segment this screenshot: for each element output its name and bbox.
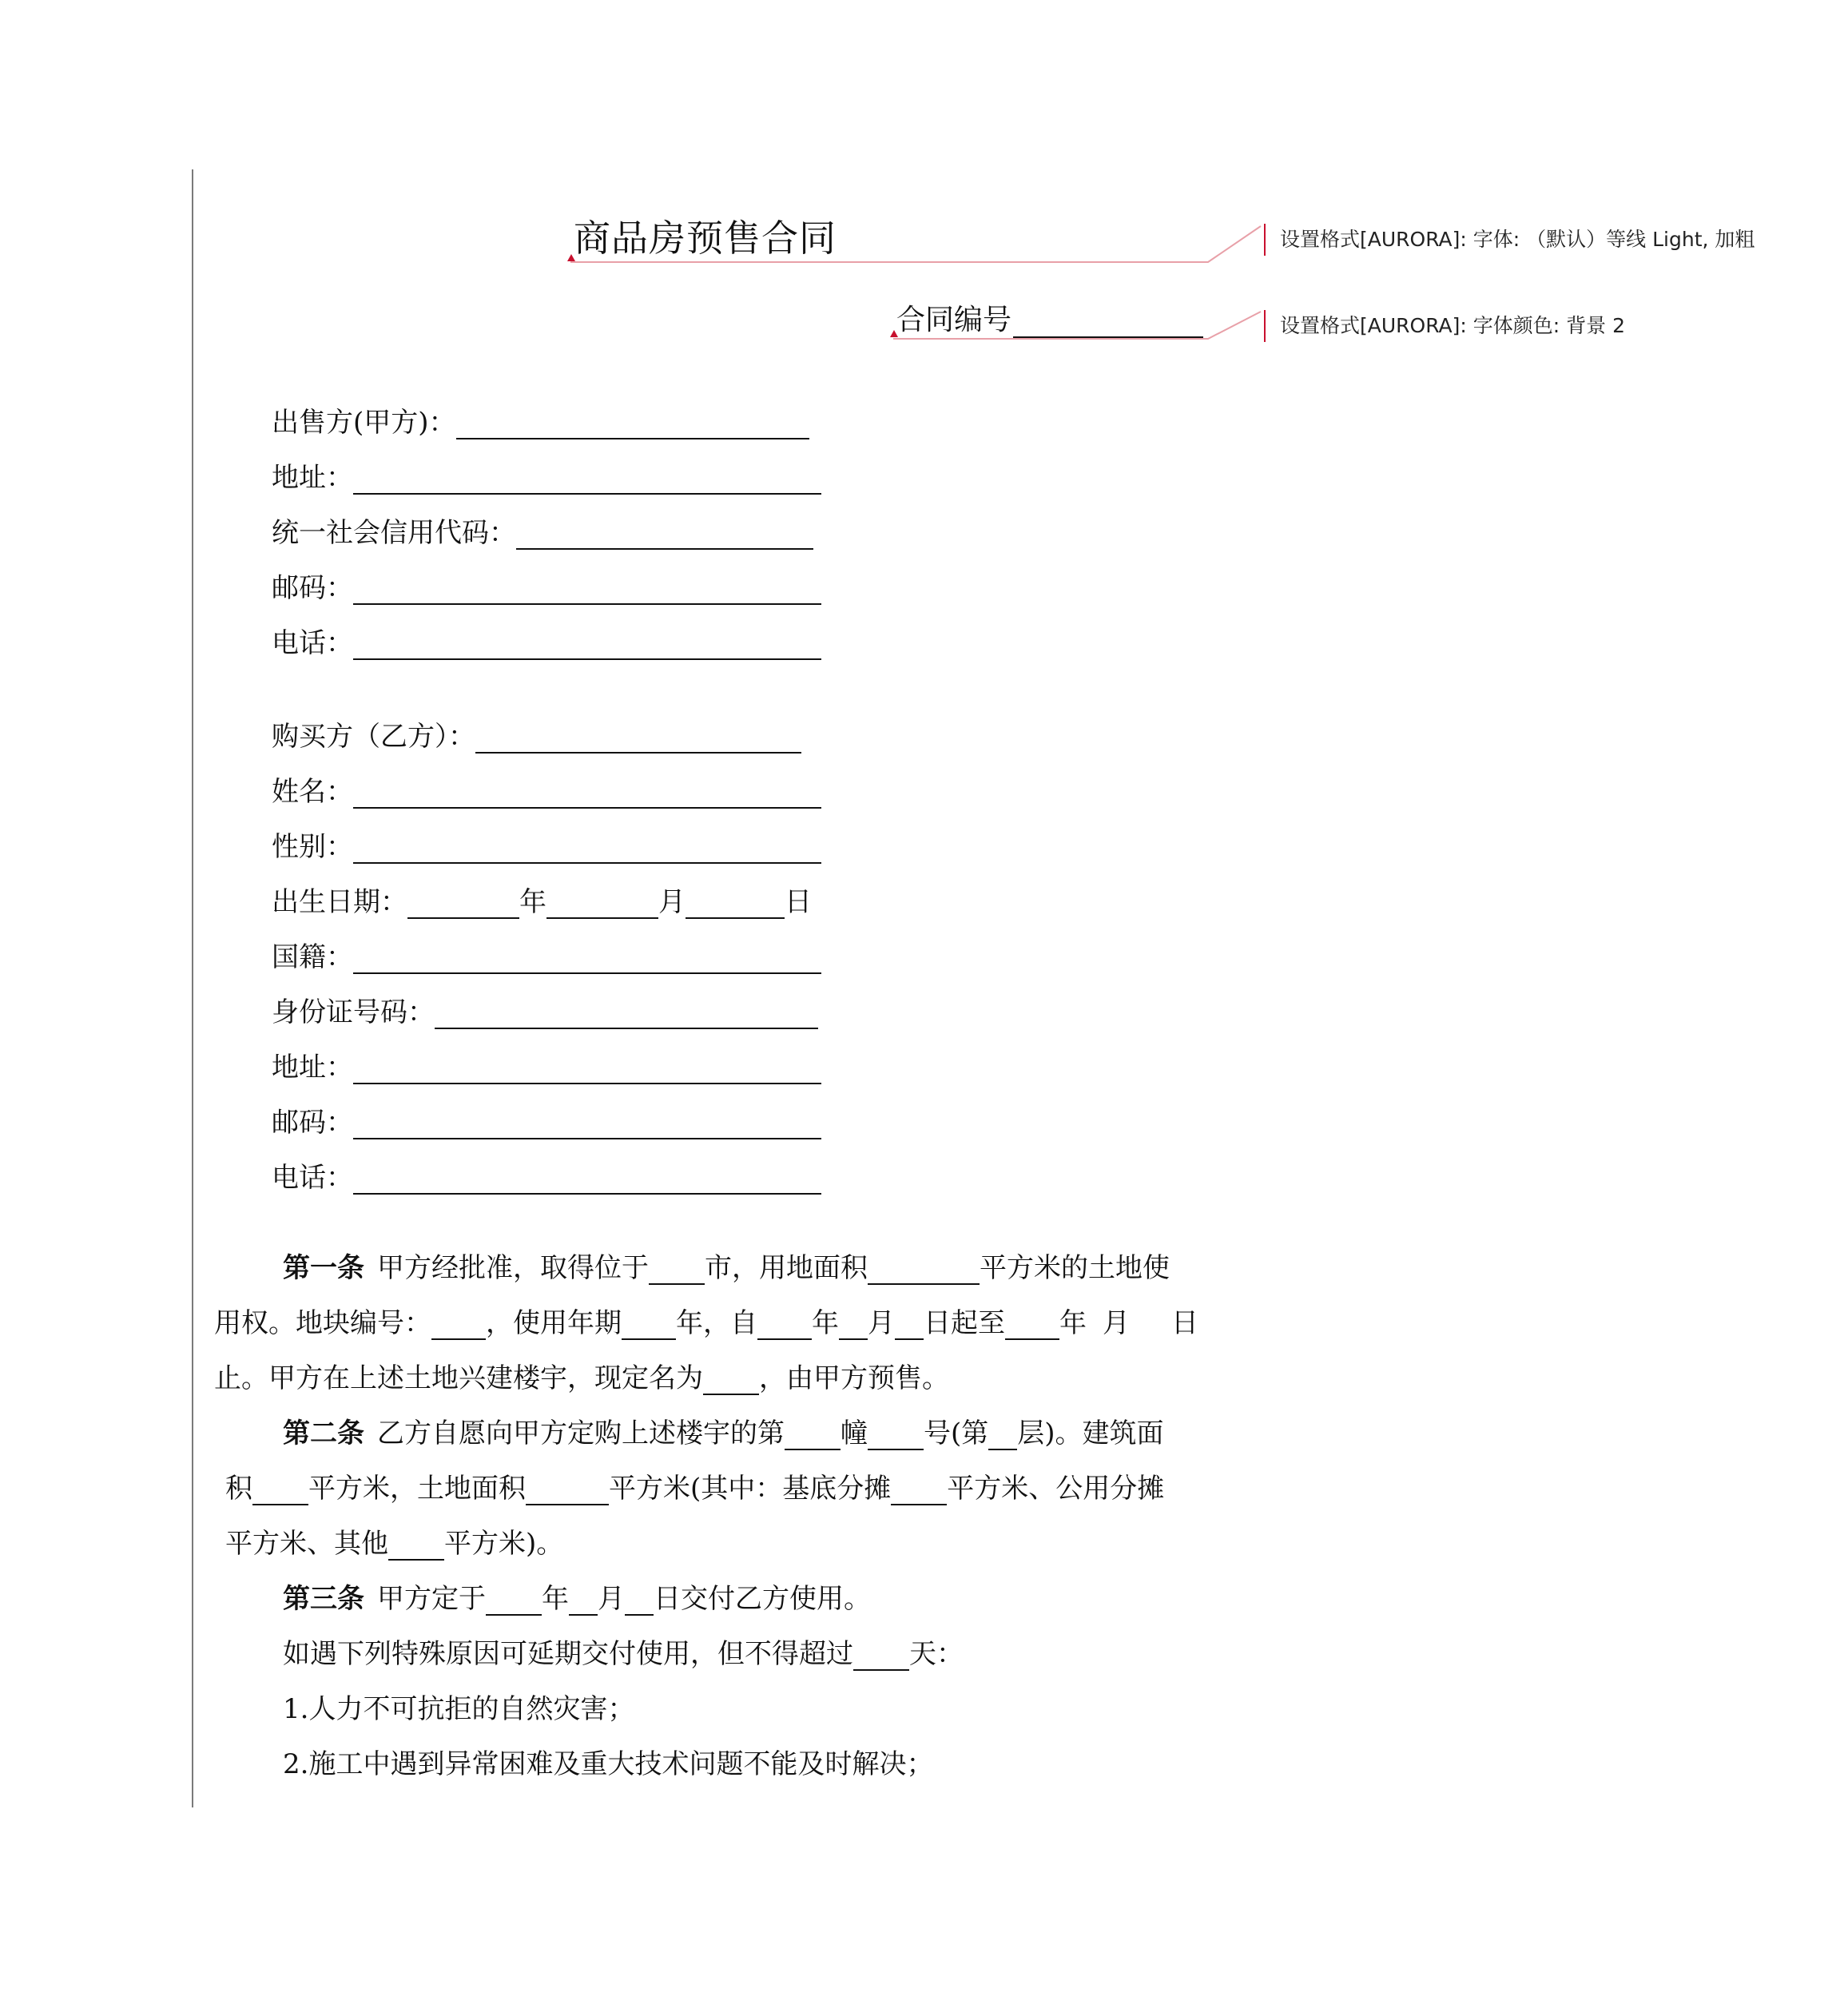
article-1-text: 日 — [1171, 1307, 1198, 1339]
article-2-blank-floor[interactable] — [988, 1425, 1017, 1450]
article-3-text: 甲方定于 — [377, 1583, 486, 1615]
article-2-text: 积 — [225, 1473, 252, 1505]
buyer-nationality-blank[interactable] — [353, 944, 821, 974]
buyer-address-row — [272, 1044, 821, 1084]
buyer-id-blank[interactable] — [435, 999, 818, 1029]
buyer-gender-row — [272, 824, 821, 864]
buyer-phone-label: 电话： — [272, 1162, 353, 1194]
article-1-text: 甲方经批准，取得位于 — [377, 1252, 649, 1284]
buyer-row — [272, 714, 801, 754]
seller-credit-code-blank[interactable] — [516, 519, 813, 550]
comment-anchor-contract-no[interactable] — [890, 330, 898, 337]
seller-phone-row — [272, 620, 821, 660]
article-1-line-2 — [214, 1300, 1198, 1340]
seller-postcode-blank[interactable] — [353, 575, 821, 605]
seller-blank[interactable] — [456, 409, 809, 439]
buyer-name-label: 姓名： — [272, 776, 353, 808]
article-1-text: 年 — [812, 1307, 839, 1339]
birth-day-blank[interactable] — [686, 889, 785, 919]
article-2-text: 层)。建筑面 — [1017, 1418, 1164, 1449]
article-3-heading: 第三条 — [283, 1583, 364, 1615]
article-3-text: 年 — [542, 1583, 569, 1615]
buyer-id-label: 身份证号码： — [272, 996, 435, 1028]
article-1-text: 年 — [1059, 1307, 1087, 1339]
buyer-label: 购买方（乙方）： — [272, 721, 475, 753]
seller-address-label: 地址： — [272, 462, 353, 494]
article-1-text: 月 — [868, 1307, 895, 1339]
article-2-text: 号(第 — [924, 1418, 989, 1449]
article-1-blank-city[interactable] — [649, 1259, 705, 1285]
article-2-text: 乙方自愿向甲方定购上述楼宇的第 — [377, 1418, 785, 1449]
buyer-id-row — [272, 989, 818, 1029]
comment-balloon-color[interactable]: 设置格式[AURORA]: 字体颜色: 背景 2 — [1264, 310, 1625, 342]
buyer-gender-label: 性别： — [272, 831, 353, 863]
article-1-text: 日起至 — [924, 1307, 1005, 1339]
seller-postcode-label: 邮码： — [272, 572, 353, 604]
buyer-birth-label: 出生日期： — [272, 886, 407, 918]
comment-anchor-title[interactable] — [567, 254, 575, 261]
seller-address-row — [272, 455, 821, 495]
article-3-line-1 — [283, 1576, 871, 1616]
article-3-line-2 — [283, 1631, 964, 1671]
article-2-text: 平方米、公用分摊 — [947, 1473, 1165, 1505]
article-1-blank-start-month[interactable] — [839, 1314, 868, 1340]
article-1-text: ，使用年期 — [486, 1307, 622, 1339]
article-1-text: 平方米的土地使 — [980, 1252, 1170, 1284]
article-2-text: 平方米(其中：基底分摊 — [609, 1473, 892, 1505]
article-2-text: 平方米、其他 — [225, 1528, 388, 1560]
seller-address-blank[interactable] — [353, 464, 821, 495]
article-1-blank-end-year[interactable] — [1005, 1314, 1059, 1340]
birth-year-label: 年 — [519, 886, 546, 918]
article-2-blank-block[interactable] — [785, 1425, 841, 1450]
contract-number-blank[interactable] — [1013, 308, 1203, 338]
article-3-item-1 — [283, 1686, 634, 1726]
seller-row — [272, 400, 809, 439]
document-title: 商品房预售合同 — [574, 217, 837, 260]
article-3-blank-year[interactable] — [486, 1590, 542, 1616]
article-3-blank-day[interactable] — [625, 1590, 654, 1616]
article-1-blank-plot[interactable] — [431, 1314, 486, 1340]
seller-postcode-row — [272, 565, 821, 605]
article-2-blank-other[interactable] — [388, 1535, 444, 1561]
article-3-item-text: 1.人力不可抗拒的自然灾害； — [283, 1693, 635, 1725]
article-2-blank-base-share[interactable] — [891, 1480, 947, 1505]
article-2-blank-building-area[interactable] — [252, 1480, 308, 1505]
article-1-blank-area[interactable] — [868, 1259, 980, 1285]
buyer-nationality-label: 国籍： — [272, 941, 353, 973]
buyer-name-row — [272, 769, 821, 809]
article-1-text: 用权。地块编号： — [214, 1307, 431, 1339]
birth-month-blank[interactable] — [546, 889, 658, 919]
buyer-postcode-row — [272, 1099, 821, 1139]
article-2-text: 幢 — [841, 1418, 868, 1449]
article-2-line-1 — [283, 1410, 1164, 1450]
article-1-blank-building-name[interactable] — [703, 1370, 759, 1395]
article-2-heading: 第二条 — [283, 1418, 364, 1449]
article-1-text: ，由甲方预售。 — [759, 1362, 949, 1394]
article-2-blank-land-area[interactable] — [526, 1480, 609, 1505]
article-3-blank-days[interactable] — [853, 1645, 909, 1671]
birth-month-label: 月 — [658, 886, 686, 918]
article-3-text: 如遇下列特殊原因可延期交付使用，但不得超过 — [283, 1638, 853, 1670]
article-3-text: 天： — [909, 1638, 964, 1670]
article-2-text: 平方米)。 — [444, 1528, 564, 1560]
article-1-heading: 第一条 — [283, 1252, 364, 1284]
comment-balloon-font[interactable]: 设置格式[AURORA]: 字体: （默认）等线 Light, 加粗 — [1264, 224, 1755, 256]
buyer-postcode-label: 邮码： — [272, 1107, 353, 1139]
birth-year-blank[interactable] — [407, 889, 519, 919]
article-1-text: 月 — [1103, 1307, 1130, 1339]
buyer-address-label: 地址： — [272, 1052, 353, 1084]
buyer-name-blank[interactable] — [353, 778, 821, 809]
contract-number-field — [896, 297, 1203, 338]
article-2-line-3 — [225, 1521, 563, 1561]
buyer-birth-row — [272, 879, 812, 919]
article-3-text: 日交付乙方使用。 — [654, 1583, 871, 1615]
article-1-line-3 — [214, 1355, 949, 1395]
seller-phone-blank[interactable] — [353, 630, 821, 660]
revision-change-bar — [192, 169, 193, 1807]
buyer-phone-blank[interactable] — [353, 1164, 821, 1195]
buyer-gender-blank[interactable] — [353, 833, 821, 864]
buyer-phone-row — [272, 1155, 821, 1195]
article-1-text: 止。甲方在上述土地兴建楼宇，现定名为 — [214, 1362, 703, 1394]
seller-credit-code-label: 统一社会信用代码： — [272, 517, 516, 549]
contract-number-label: 合同编号 — [896, 304, 1012, 336]
article-1-line-1 — [283, 1245, 1170, 1285]
article-3-item-2 — [283, 1741, 933, 1781]
article-2-blank-unit[interactable] — [868, 1425, 924, 1450]
article-3-text: 月 — [598, 1583, 625, 1615]
article-1-text: 市，用地面积 — [705, 1252, 868, 1284]
article-1-blank-start-day[interactable] — [895, 1314, 924, 1340]
birth-day-label: 日 — [785, 886, 812, 918]
article-1-blank-start-year[interactable] — [757, 1314, 812, 1340]
buyer-nationality-row — [272, 934, 821, 974]
article-1-text: 年，自 — [676, 1307, 757, 1339]
seller-label: 出售方(甲方)： — [272, 407, 456, 439]
article-1-blank-years[interactable] — [622, 1314, 676, 1340]
buyer-address-blank[interactable] — [353, 1054, 821, 1084]
buyer-postcode-blank[interactable] — [353, 1109, 821, 1139]
buyer-blank[interactable] — [475, 723, 801, 754]
seller-phone-label: 电话： — [272, 627, 353, 659]
seller-credit-code-row — [272, 510, 813, 550]
article-2-text: 平方米，土地面积 — [308, 1473, 526, 1505]
article-3-item-text: 2.施工中遇到异常困难及重大技术问题不能及时解决； — [283, 1748, 934, 1780]
article-2-line-2 — [225, 1465, 1164, 1505]
article-3-blank-month[interactable] — [569, 1590, 598, 1616]
